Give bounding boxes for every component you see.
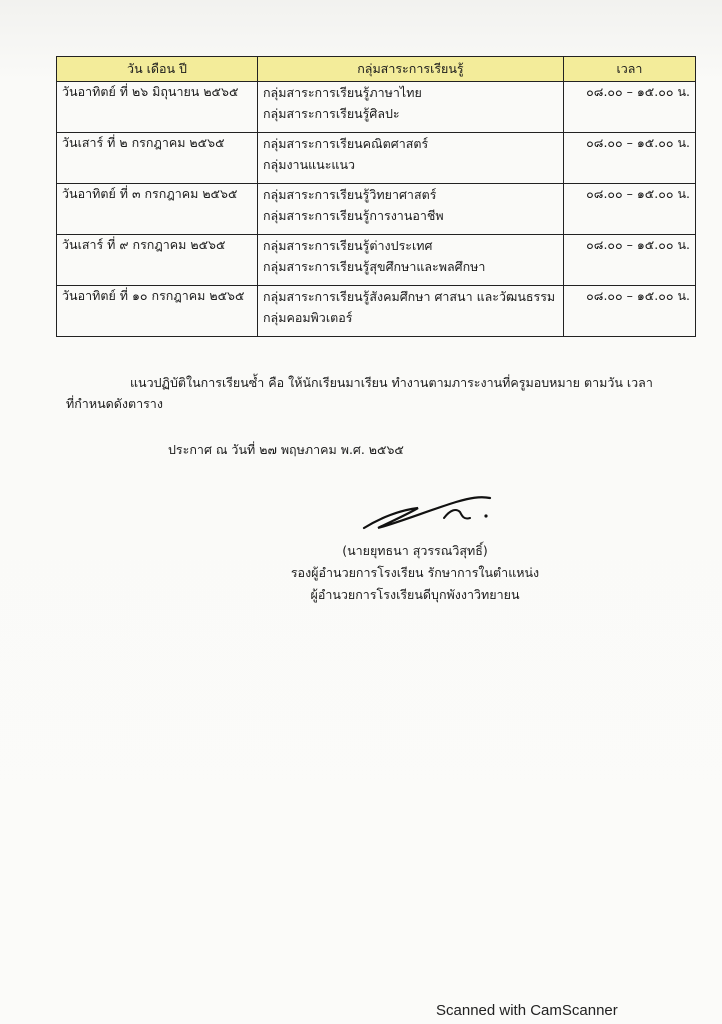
scanner-watermark: Scanned with CamScanner <box>436 1002 618 1019</box>
table-row <box>57 286 696 337</box>
row-time: ๐๘.๐๐ – ๑๕.๐๐ น. <box>563 286 695 337</box>
row-date: วันเสาร์ ที่ ๒ กรกฎาคม ๒๕๖๕ <box>57 133 258 184</box>
header-time: เวลา <box>563 57 695 82</box>
row-time: ๐๘.๐๐ – ๑๕.๐๐ น. <box>563 82 695 133</box>
table-row <box>57 235 696 286</box>
subject-line: กลุ่มสาระการเรียนรู้การงานอาชีพ <box>262 208 444 223</box>
subject-line: กลุ่มสาระการเรียนรู้สุขศึกษาและพลศึกษา <box>262 259 486 274</box>
subject-line: กลุ่มคอมพิวเตอร์ <box>262 310 353 325</box>
handwritten-signature <box>360 488 500 536</box>
row-date: วันอาทิตย์ ที่ ๑๐ กรกฎาคม ๒๕๖๕ <box>57 286 258 337</box>
schedule-table <box>56 56 696 337</box>
signer-position: ผู้อำนวยการโรงเรียนดีบุกพังงาวิทยายน <box>310 587 520 602</box>
subject-line: กลุ่มสาระการเรียนรู้ภาษาไทย <box>262 85 422 100</box>
subject-line: กลุ่มสาระการเรียนรู้ศิลปะ <box>262 106 400 121</box>
guideline-line: ที่กำหนดดังตาราง <box>66 396 163 411</box>
announcement-date: ประกาศ ณ วันที่ ๒๗ พฤษภาคม พ.ศ. ๒๕๖๕ <box>168 442 404 457</box>
row-subjects <box>257 82 563 133</box>
row-time: ๐๘.๐๐ – ๑๕.๐๐ น. <box>563 235 695 286</box>
signer-position: รองผู้อำนวยการโรงเรียน รักษาการในตำแหน่ง <box>290 565 540 580</box>
signer-name: (นายยุทธนา สุวรรณวิสุทธิ์) <box>342 543 488 558</box>
guideline-line: แนวปฏิบัติในการเรียนซ้ำ คือ ให้นักเรียนมาเรียน ทำงานตามภาระงานที่ครูมอบหมาย ตามวัน เวลา <box>130 375 653 390</box>
row-subjects <box>257 235 563 286</box>
table-header-row <box>57 57 696 82</box>
table-row <box>57 133 696 184</box>
row-subjects <box>257 184 563 235</box>
table-row <box>57 82 696 133</box>
row-date: วันอาทิตย์ ที่ ๓ กรกฎาคม ๒๕๖๕ <box>57 184 258 235</box>
subject-line: กลุ่มสาระการเรียนคณิตศาสตร์ <box>262 136 429 151</box>
row-time: ๐๘.๐๐ – ๑๕.๐๐ น. <box>563 133 695 184</box>
row-date: วันอาทิตย์ ที่ ๒๖ มิถุนายน ๒๕๖๕ <box>57 82 258 133</box>
header-date: วัน เดือน ปี <box>57 57 258 82</box>
subject-line: กลุ่มสาระการเรียนรู้ต่างประเทศ <box>262 238 433 253</box>
row-subjects <box>257 286 563 337</box>
subject-line: กลุ่มงานแนะแนว <box>262 157 356 172</box>
guideline-paragraph <box>66 372 696 414</box>
subject-line: กลุ่มสาระการเรียนรู้สังคมศึกษา ศาสนา และวัฒนธรรม <box>262 289 556 304</box>
subject-line: กลุ่มสาระการเรียนรู้วิทยาศาสตร์ <box>262 187 437 202</box>
table-row <box>57 184 696 235</box>
row-subjects <box>257 133 563 184</box>
row-time: ๐๘.๐๐ – ๑๕.๐๐ น. <box>563 184 695 235</box>
header-subject-group: กลุ่มสาระการเรียนรู้ <box>257 57 563 82</box>
row-date: วันเสาร์ ที่ ๙ กรกฎาคม ๒๕๖๕ <box>57 235 258 286</box>
